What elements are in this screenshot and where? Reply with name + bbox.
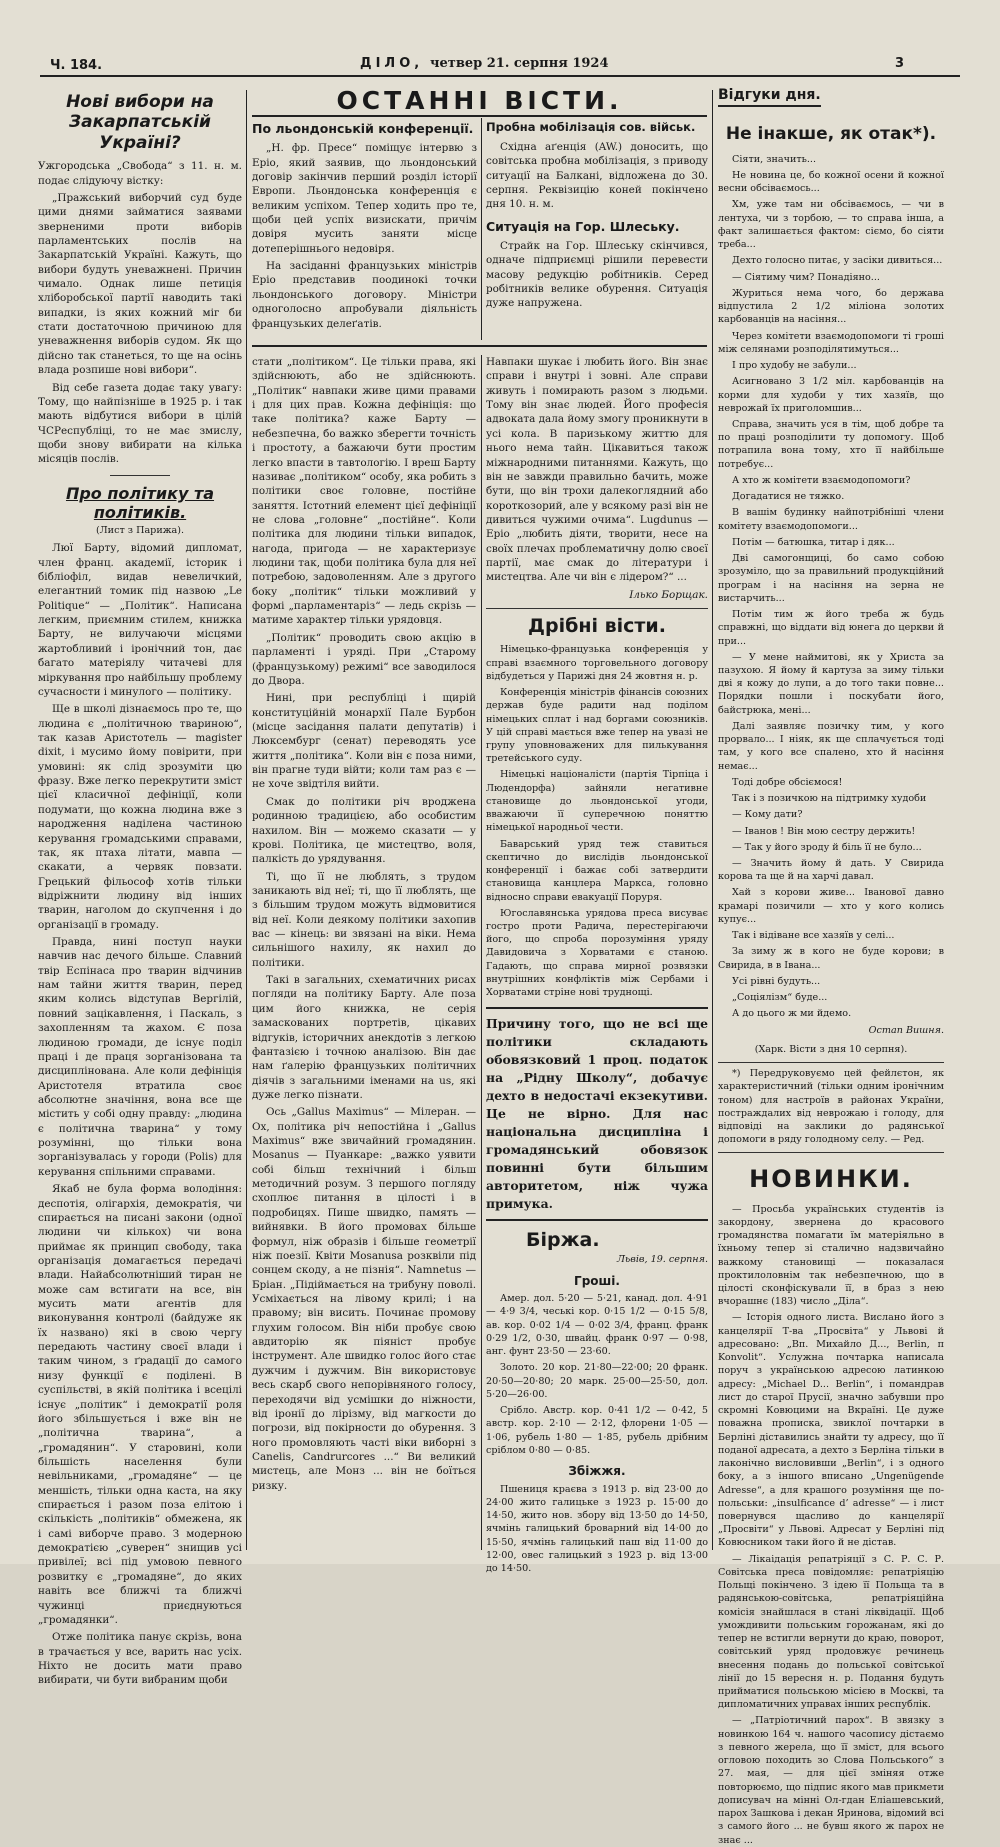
- article-subtitle: (Лист з Парижа).: [95, 525, 185, 537]
- feuilleton-line: Далі заявляє позичку тим, у кого прорвало... І ніяк, як ще сплачується тоді там, у кого все спалено, хто й насіння немає...: [718, 720, 944, 772]
- feuilleton-line: І про худобу не забули...: [732, 360, 857, 372]
- separator: [110, 475, 170, 476]
- feuilleton-line: „Соціялізм“ буде...: [732, 992, 828, 1004]
- separator: [486, 1219, 708, 1221]
- article-paragraph: Правда, нині поступ науки навчив нас дечого більше. Славний твір Еспінаса про тварин відчинив нам тайни життя тварин, перед яким колись відступав Вергілій, повний зацікавлення, і Паскаль, з захопленням та жахом. Є поза людиною громади, де існує поділ праці і де праця зорганізована та дисциплінована. Але коли дефініція Аристотеля втратила своє абсолютне значіння, вона все ще містить у собі одну правду: „людина є політична тварина“ у тому розумінні, що тільки вона зорганізувалась у городи (Polis) для керування спільними справами.: [38, 936, 242, 1178]
- feuilleton-line: Тоді добре обсіємося!: [732, 776, 843, 788]
- feuilleton-line: Сіяти, значить...: [732, 153, 817, 165]
- author-signature: Остап Вишня.: [868, 1024, 944, 1036]
- article-title: Ситуація на Гор. Шлеську.: [486, 218, 680, 234]
- column-divider: [481, 355, 482, 1550]
- feuilleton-line: Дві самогонщиці, бо само собою зрозуміло, що за правильний продукційний програм і на насіння на зерна не вистарчить...: [718, 553, 944, 604]
- gold-rates: Золото. 20 кор. 21·80—22·00; 20 франк. 20·50—20·80; 20 марк. 25·00—25·50, дол. 5·20—26·00.: [486, 1362, 708, 1400]
- feuilleton-line: Асигновано 3 1/2 міл. карбованців на корми для худоби у тих хазяїв, що неврожай їх приголомшив...: [718, 376, 944, 414]
- article-paragraph: Від себе газета додає таку увагу: Тому, що найпізніше в 1925 р. і так мають відбутися вибори в цілій ЧСРеспубліці, то не має змислу, щоби знову вибирати на кілька місяців послів.: [38, 381, 242, 466]
- feuilleton-line: Хай з корови живе... Іванової давно крамарі позичили — хто у кого колись купує...: [718, 887, 944, 925]
- article-title: По льондонській конференції.: [252, 121, 474, 136]
- section-title: Дрібні вісти.: [528, 615, 666, 638]
- grain-title: Збіжжя.: [568, 1464, 626, 1479]
- article-paragraph: „Пражський виборчий суд буде цими днями займатися заявами зверненими проти виборів парламентських послів на Закарпатській Україні. Кажуть, що вибори будуть уневажнені. Причин чимало. Однак лише петиція хліборобської партії наводить такі випадки, із яких кожний міг би стати достаточною причиною для уневажнення виборів судом. Як що дійсно так станеться, то ще на осінь влада розпише нові вибори“.: [38, 191, 242, 377]
- bourse-date: Львів, 19. серпня.: [617, 1254, 708, 1266]
- news-item: — Історія одного листа. Вислано його з канцелярії Т-ва „Просвіта“ у Львові й адресовано: „Вп. Михайло Д..., Berlin, п Konvolit“. Услужна почтарка написала поруч з українською адресою латинкою адресу: „Michael D... Berlin“, і помандрав лист до старої Прусії, значно забувши про скромні Ковюцими на Вкраїні. Це дуже поважна прописка, звиклої почтарки в Берліні діставились знайти ту адресу, що її поданої адресата, а дехто з Берліна тільки в лаконічно висловивши „Berlin“, і з одного боку, а з іншого вписано „Ungenügende Adresse“, а для крашого розуміння ще по-польськи: „insulficance d’ adresse“ — і лист повернувся щасливо до канцелярії „Просвіти“ у Львові. Адресат у Берліні під Ковюсником таки його й не дістав.: [718, 1312, 944, 1549]
- section-rule: [252, 115, 707, 117]
- news-item: Німецькі націоналісти (партія Тірпіца і Людендорфа) зайняли негативне становище до льондонської угоди, вважаючи її суперечною поняттю німецької народньої чести.: [486, 769, 708, 834]
- notice-box: Причину того, що не всі ще політики складають обовязковий 1 проц. податок на „Рідну Школу“, добачує дехто в недостачі екзекутиви. Це не вірно. Для нас національна дисципліна і громадянський обовязок повинні бути більшим авторитетом, ніж чужа примука.: [486, 1016, 708, 1212]
- feuilleton-line: За зиму ж в кого не буде корови; в Свирида, в в Івана...: [718, 946, 944, 971]
- article-paragraph: Ось „Gallus Maximus“ — Мілеран. — Ох, політика річ непостійна і „Gallus Maximus“ вже звичайний громадянин. Mosanus — Пуанкаре: „важко уявити собі більш технічний і більш методичний розум. З першого погляду схоплює питання в цілості і в подробицях. Пише швидко, память — вийнявки. В його промовах більше формул, ніж образів і більше геометрії ніж поезії. Квіти Mosanusa розквіли під сонцем скоду, а не пізнія“. Namnetus — Бріан. „Підіймається на трибуну поволі. Усміхається на лівому крилі; і на правому; він висить. Починає промову глухим голосом. Він ніби пробує свою авдиторію як піяніст пробує інструмент. Але швидко голос його стає дужчим і дужчим. Він використовує весь скарб свого непорівняного голосу, переходячи від усмішки до ніжности, від іронії до лірізму, від магкости до погрози, від покірности до обурення. З ного промовляють часті віки виборні з Canelis, Candrurcores ...“ Ви великий мистець, але Монз ... він не боїться ризку.: [252, 1106, 476, 1492]
- article-paragraph: Східна аґенція (AW.) доносить, що совітська пробна мобілізація, з приводу ситуації на Балкані, відложена до 30. серпня. Реквізицію коней покінчено дня 10. н. м.: [486, 140, 708, 211]
- silver-rates: Срібло. Австр. кор. 0·41 1/2 — 0·42, 5 австр. кор. 2·10 — 2·12, флорени 1·05 — 1·06, рубель 1·80 — 1·85, рубель дрібним сріблом 0·80 — 0·85.: [486, 1405, 708, 1456]
- article-paragraph: „Політик“ проводить свою акцію в парламенті і уряді. При „Старому (французькому) режимі“ все заводилося до Двора.: [252, 631, 476, 687]
- article-paragraph: Отже політика панує скрізь, вона в трачається у все, варить нас усіх. Ніхто не досить мати право вибирати, чи бути вибраним щоби: [38, 1631, 242, 1687]
- article-title: Нові вибори на Закарпатській Україні?: [66, 92, 214, 153]
- column-divider: [246, 90, 247, 1550]
- news-item: Конференція міністрів фінансів союзних держав буде радити над поділом німецьких сплат і над боргами союзників. У цій справі мається вже тепер на увазі не групу уповноважених для пилькування третейського суду.: [486, 687, 708, 765]
- feuilleton-line: — Іванов ! Він мою сестру держить!: [732, 825, 916, 837]
- news-item: — „Патріотичний парох“. В звязку з новинкою 164 ч. нашого часопису дістаємо з певного жерела, що її зміст, для всього огловою походить зо Слова Польського“ з 27. мая, — для цієї зміняя отже повторюємо, що підпис якого мав прикмети дописувач на мінні Ол-гдан Еліашевський, парох Зашкова і декан Яринова, відомий всі з самого його ... не бувш якого ж парох не знає ...: [718, 1715, 944, 1846]
- article-paragraph: стати „політиком“. Це тільки права, які здійснюють, або не здійснюють. „Політик“ навпаки живе цими правами і для цих прав. Кожна дефініція: що таке політика? каже Барту — небезпечна, бо важко зберегти точність і простоту, а бажаючи бути простим легко впасти в тавтологію. І вреш Барту називає „політиком“ особу, яка робить з політики своє головне, постійне заняття. Істотний елемент цієї дефініції не слова „головне“ „постійне“. Коли політика для людини тільки випадок, нагода, пригода — не характеризує людини так, щоби політика була для неї потребою, задоволенням. Але з другого боку „політик“ тільки можливий у формі „парламентаріз“ — ледь скрізь — матиме характер тільки урядовця.: [252, 356, 476, 627]
- article-paragraph: Якаб не була форма володіння: деспотія, олігархія, демократія, чи спирається на писані закони (одної людини чи кількох) чи вона приймає як принцип свободу, така організація домагається передачі влади. Найабсолютніший тиран не може сам встигати на все, він мусить мати агентів для виконування контролі (байдуже як їх названо) які в свою чергу передають частину своєї влади і таким чином, з ґрадації до самого низу функції є поділені. В суспільстві, в якій політика і всецілі існує „політик“ і демократії роля його збільшується і вже він не „політична тварина“, а „громадянин“. У старовині, коли більшість населення були невільниками, „громадяне“ — це меншість, тільки одна каста, на яку спирається і разом поза елітою і скількість „політиків“ обмежена, як і самі виборче право. З модерною демократією „суверен“ знищив усі привілеї; всі під умовою певного розвитку є „громадяне“, до яких навіть все ближчі та ближчі чужинці приєднуються „громадянки“.: [38, 1183, 242, 1626]
- issue-number: Ч. 184.: [50, 58, 103, 73]
- feuilleton-source: (Харк. Вісти з дня 10 серпня).: [754, 1043, 908, 1055]
- article-paragraph: Такі в загальних, схематичних рисах погляди на політику Барту. Але поза цим його книжка, не серія замаскованих портретів, цікавих відгуків, історичних анекдотів з легкою фантазією і точною аналізою. Він дає нам ґалерію французьких політичних діячів з загальними іменами на us, які дуже легко пізнати.: [252, 974, 476, 1101]
- column-1: [38, 88, 242, 1687]
- article-paragraph: Страйк на Гор. Шлеську скінчився, одначе підприємці рішили перевести масову редукцію робітників. Серед робітників велике обурення. Ситуація дуже напружена.: [486, 239, 708, 310]
- grain-rates: Пшениця краєва з 1913 р. від 23·00 до 24·00 жито галицьке з 1923 р. 15·00 до 14·50, жито нов. збору від 13·50 до 14·50, ячмінь галицький броварний від 14·00 до 15·50, ячмінь галицький паш від 11·00 до 12·00, овес галицький з 1923 р. від 13·00 до 14·50.: [486, 1483, 708, 1575]
- column-divider: [712, 90, 713, 1550]
- feuilleton-line: Через комітети взаємодопомоги ті гроші між селянами розподілятимуться...: [718, 330, 944, 355]
- section-title: НОВИНКИ.: [749, 1165, 913, 1194]
- feuilleton-line: В вашім будинку найпотрібніші члени комітету взаємодопомоги...: [718, 507, 944, 532]
- feuilleton-line: Так і з позичкою на підтримку худоби: [732, 793, 927, 805]
- feuilleton-line: Не новина це, бо кожної осени й кожної весни обсіваємось...: [718, 170, 944, 195]
- london-conference-article: [252, 120, 477, 342]
- separator: [486, 608, 708, 609]
- feuilleton-line: — У мене наймитові, як у Христа за пазухою. Я йому й картуза за зиму тільки дві я кожу до лупи, а до того таки повне... Порядки пошли і поскубати його, байстрюка, мені...: [718, 651, 944, 716]
- money-rates: Амер. дол. 5·20 — 5·21, канад. дол. 4·91 — 4·9 3/4, чеські кор. 0·15 1/2 — 0·15 5/8, ав. кор. 0·02 1/4 — 0·02 3/4, франц. франк 0·29 1/2, 0·30, швайц. франк 0·97 — 0·98, анг. фунт 23·50 — 23·60.: [486, 1293, 708, 1358]
- feuilleton-body: [718, 153, 944, 1021]
- article-title: Пробна мобілізація сов. військ.: [486, 120, 696, 134]
- feuilleton-line: Справа, значить уся в тім, щоб добре та по праці розподілити ту допомогу. Щоб потрапила вона тому, хто її найбільше потребує...: [718, 418, 944, 470]
- feuilleton-line: Журиться нема чого, бо держава відпустила 2 1/2 міліона золотих карбованців на насіння...: [718, 287, 944, 326]
- feuilleton-line: — Сіятиму чим? Понадіяно...: [732, 271, 880, 283]
- feuilleton-line: Догадатися не тяжко.: [732, 491, 845, 503]
- feuilleton-line: А до цього ж ми йдемо.: [732, 1008, 852, 1020]
- feuilleton-line: Потім тим ж його треба ж будь справжні, що віддати від юнега до церкви й при...: [718, 609, 944, 647]
- separator: [718, 1062, 944, 1063]
- feuilleton-line: — Так у його зроду й біль її не було...: [732, 841, 922, 853]
- section-title: ОСТАННІ ВІСТИ.: [336, 86, 623, 115]
- article-paragraph: На засіданні французьких міністрів Еріо представив поодинокі точки льондонського договору. Міністри одноголосно апробували діяльність французьких делеґатів.: [252, 260, 477, 330]
- article-paragraph: Ще в школі дізнаємось про те, що людина є „політичною твариною“, так казав Аристотель — magister dixit, і мусимо йому повірити, при умовині: як слід зрозуміти цю фразу. Вже легко перекрутити зміст цієї класичної дефініції, коли подумати, що кожна людина вже з народження наділена частиною керування громадськими справами, так, як птаха літати, мавпа — скакати, а червяк повзати. Грецький фільософ хотів тільки відріжнити людину від інших тварин, наголом до скупчення і до організації в громаду.: [38, 703, 242, 931]
- feuilleton-line: Хм, уже там ни обсіваємось, — чи в лентуха, чи з торбою, — то справа інша, а факт залишається фактом: сіємо, бо сіяти треба...: [718, 199, 944, 251]
- news-item: — Лікаідація репатріяції з С. Р. С. Р. Совітська преса повідомляє: репатріяцію Польщі покінчено. З ідею її Польща та в радянською-совітська, репатріяційна комісія знайшлася в стані ліквідації. Щоб умождивити польським горожанам, які до тепер не встигли вернути до краю, поворот, совітський уряд продовжує речинець внесення подань до польської совітської лінії до 15 вересня н. р. Подання будуть прийматися польською місією в Москві, та дипломатичних управах інших республік.: [718, 1553, 944, 1711]
- section-rule: [252, 345, 707, 347]
- issue-date: четвер 21. серпня 1924: [430, 56, 609, 71]
- feuilleton-line: Так і відіване все хазяїв у селі...: [732, 930, 895, 942]
- masthead-rule: [40, 75, 960, 77]
- article-paragraph: Ужгородська „Свобода“ з 11. н. м. подає слідуючу вістку:: [38, 160, 242, 187]
- article-paragraph: Люї Барту, відомий дипломат, член франц. академії, історик і бібліофіл, видав невеличкий, елегантний томик під назвою „Le Politique“ — „Політик“. Написана легким, приємним стилем, книжка Барту, не вилучаючи місцями жартобливий і іронічний тон, дає багато матеріялу читачеві для міркування про найбільшу проблему сучасности і минулого — політику.: [38, 542, 242, 698]
- bourse-title: Біржа.: [526, 1229, 600, 1252]
- news-item: Баварський уряд теж ставиться скептично до вислідів льондонської конференції і бажає собі затвердити становища канцлера Маркса, головно відносно справи евакуації Поруря.: [486, 838, 708, 903]
- money-title: Гроші.: [574, 1273, 620, 1288]
- article-title: Про політику та політиків.: [65, 483, 215, 522]
- news-item: Югославянська урядова преса висуває гостро проти Радича, перестерігаючи його, що спроба порозуміння уряду Давидовича з Хорватами є станою. Гадають, що справа мирної розвязки внутрішних конфліктів між Сербами і Хорватами стріне нові труднощі.: [486, 907, 708, 999]
- feuilleton-title: Не інакше, як отак*).: [725, 124, 937, 145]
- article-paragraph: Нині, при республіці і щирій конституційній монархії Пале Бурбон (місце засідання палати депутатів) і Люксембург (сенат) переводять усе життя „політика“. Коли він є поза ними, він прагне туди війти; коли там раз є — не хоче звідтіля вийти.: [252, 692, 476, 791]
- feuilleton-line: — Кому дати?: [732, 809, 803, 821]
- paper-title: ДІЛО,: [360, 56, 424, 71]
- feuilleton-line: — Значить йому й дать. У Свирида корова та ще й на харчі давал.: [718, 858, 944, 883]
- feuilleton-line: А хто ж комітети взаємодопомоги?: [732, 474, 911, 486]
- author-signature: Ількo Борщак.: [629, 588, 708, 601]
- news-item: Німецько-французька конференція у справі взаємного торговельного договору відбудеться у Парижі дня 24 жовтня н. р.: [486, 644, 708, 682]
- article-paragraph: Ті, що її не люблять, з трудом заникають від неї; ті, що її люблять, ще з більшим трудом можуть відмовитися від неї. Коли деякому політики захопив вас — кінець: ви звязані на віки. Нема сильнішого нахилу, як нахил до політики.: [252, 870, 476, 969]
- news-item: — Просьба українських студентів із закордону, звернена до красового громадянства помагати їм матеріяльно в їхньому тепер зі сталично надзвичайно важкому становищі — показалася проктилоловнім так небезпечною, що в цілості сконфіскували її, в браз з нею вчорашнє (183) число „Діла“.: [718, 1203, 944, 1308]
- separator: [718, 1152, 944, 1153]
- column-divider: [481, 118, 482, 340]
- column-2-continuation: [252, 355, 476, 1555]
- feuilleton-line: Усі рівні будуть...: [732, 975, 821, 987]
- column-3: [486, 355, 708, 1575]
- article-paragraph: Смак до політики річ вроджена родинною традицією, або особистим нахилом. Він — можемо сказати — у крові. Політика, це мистецтво, воля, палкість до урядування.: [252, 795, 476, 866]
- column-4: [718, 86, 944, 1846]
- separator: [486, 1007, 708, 1009]
- section-header: Відгуки дня.: [718, 86, 821, 107]
- page-number: 3: [895, 56, 905, 71]
- feuilleton-line: Дехто голосно питає, у засіки дивиться...: [732, 255, 943, 267]
- article-paragraph: „Н. фр. Пресе“ поміщує інтервю з Еріо, який заявив, що льондонський договір закінчив перший розділ історії Европи. Льондонська конференція є великим успіхом. Тепер ходить про те, щоби цей успіх визискати, причім довіря мусить заняти місце дотеперішнього недовіря.: [252, 142, 477, 255]
- feuilleton-line: Потім — батюшка, титар і дяк...: [732, 536, 895, 548]
- latest-news-right: [486, 120, 708, 342]
- article-paragraph: Навпаки шукає і любить його. Він знає справи і внутрі і зовні. Але справи живуть і помирають разом з людьми. Тому він знає людей. Його професія адвоката дала йому змогу проникнути в усі кола. В паризькому життю для нього нема тайн. Цікавиться також міжнародними питаннями. Кажуть, що він не завжди правильно бачить, може бути, що він трохи далекоглядний або короткозорий, але у всякому разі він не дивиться чужими очима“. Lugdunus — Еріо „любить діяти, творити, несе на своїх плечах проблематичну долю своєї партії, має смак до літератури і мистецтва. Але чи він є лідером?“ ...: [486, 356, 708, 584]
- footnote: *) Передруковуємо цей фейлєтон, як характеристичний (тільки одним іронічним тоном) для настроїв в районах України, постраждалих від неврожаю і голоду, для відповіді на заклики до радянської допомоги в ряду голодному селу. — Ред.: [718, 1068, 944, 1146]
